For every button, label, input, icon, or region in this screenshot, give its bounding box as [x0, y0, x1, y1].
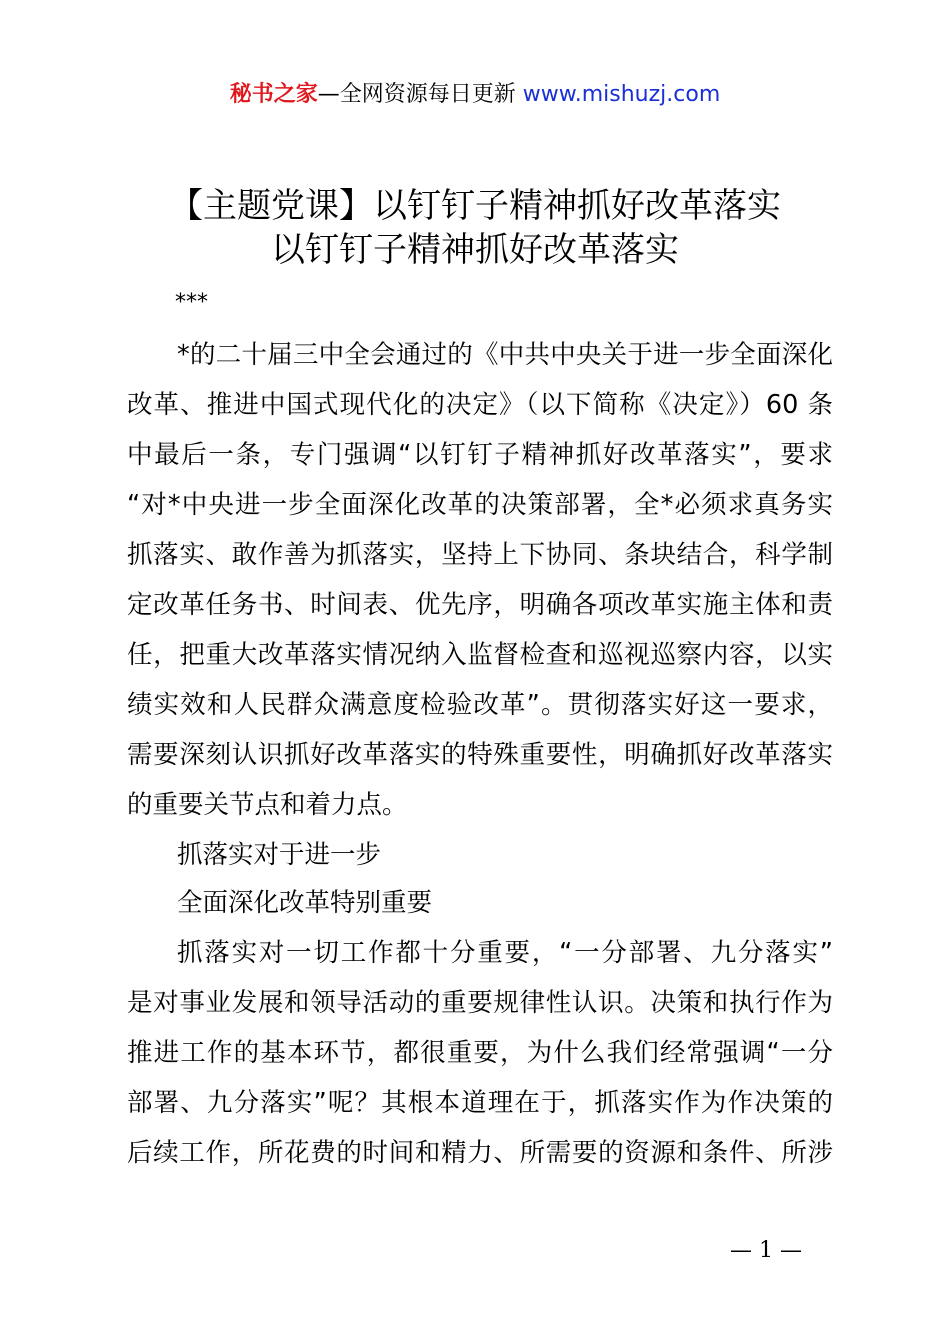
body-line: 后续工作，所花费的时间和精力、所需要的资源和条件、所涉 [127, 1138, 833, 1168]
site-url-link[interactable]: www.mishuzj.com [522, 82, 721, 107]
body-line: 推进工作的基本环节，都很重要，为什么我们经常强调“一分 [127, 1038, 833, 1068]
body-line: 中最后一条，专门强调“以钉钉子精神抓好改革落实”，要求 [127, 440, 833, 470]
body-line: 任，把重大改革落实情况纳入监督检查和巡视巡察内容，以实 [127, 640, 833, 670]
author-line: *** [175, 290, 208, 315]
body-line: 部署、九分落实”呢？其根本道理在于，抓落实作为作决策的 [127, 1088, 833, 1118]
body-line: 抓落实对一切工作都十分重要，“一分部署、九分落实” [177, 938, 833, 968]
section-heading-line-2: 全面深化改革特别重要 [177, 888, 433, 918]
body-line: *的二十届三中全会通过的《中共中央关于进一步全面深化 [177, 340, 833, 370]
site-tagline: —全网资源每日更新 [317, 82, 523, 107]
body-line: 绩实效和人民群众满意度检验改革”。贯彻落实好这一要求， [127, 690, 833, 720]
document-title-line-1: 【主题党课】以钉钉子精神抓好改革落实 [169, 186, 781, 226]
section-heading-line-1: 抓落实对于进一步 [177, 840, 382, 870]
page-number: — 1 — [730, 1238, 802, 1263]
body-line: 抓落实、敢作善为抓落实，坚持上下协同、条块结合，科学制 [127, 540, 833, 570]
body-line: 需要深刻认识抓好改革落实的特殊重要性，明确抓好改革落实 [127, 740, 833, 770]
document-title-line-2: 以钉钉子精神抓好改革落实 [271, 230, 679, 270]
body-line: “对*中央进一步全面深化改革的决策部署，全*必须求真务实 [127, 490, 833, 520]
body-line: 是对事业发展和领导活动的重要规律性认识。决策和执行作为 [127, 988, 833, 1018]
body-line: 定改革任务书、时间表、优先序，明确各项改革实施主体和责 [127, 590, 833, 620]
site-brand: 秘书之家 [229, 82, 318, 107]
site-header [0, 80, 950, 110]
body-line: 改革、推进中国式现代化的决定》（以下简称《决定》）60 条 [127, 390, 833, 420]
body-line: 的重要关节点和着力点。 [127, 790, 408, 820]
